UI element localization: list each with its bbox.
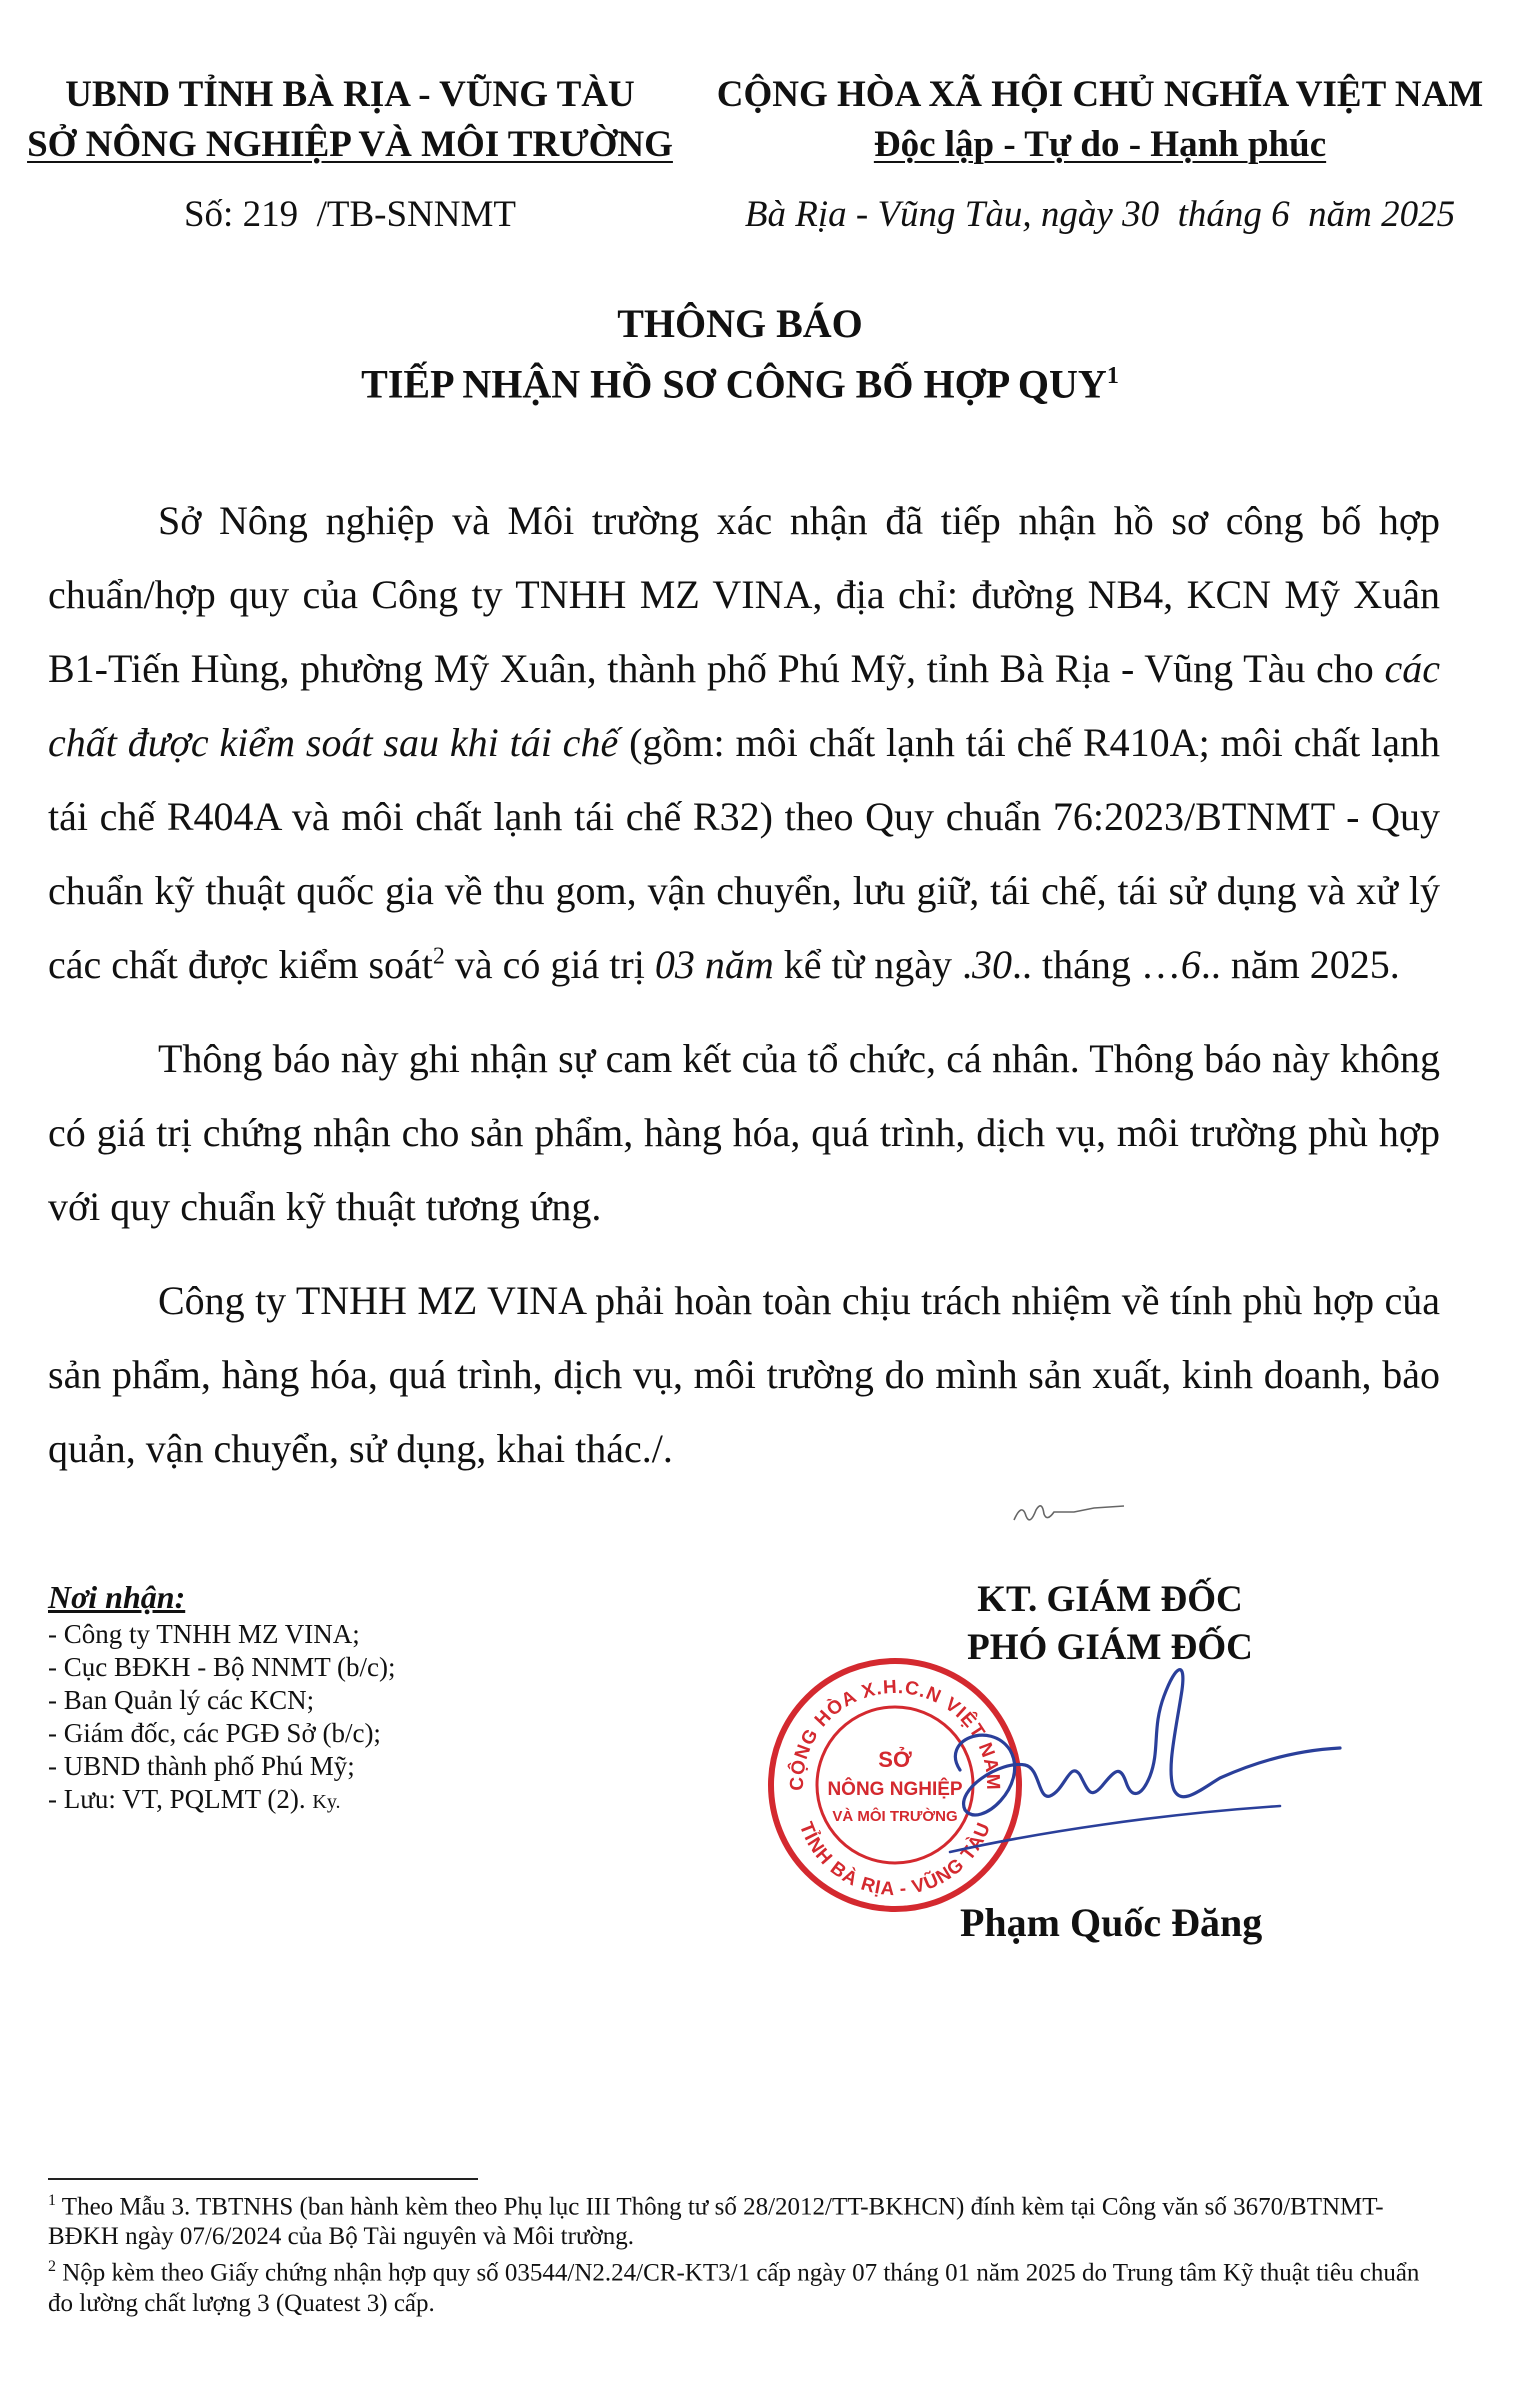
validity-month: 6 xyxy=(1180,942,1201,987)
seal-bottom-text: TỈNH BÀ RỊA - VŨNG TÀU xyxy=(794,1819,996,1901)
signing-authority: KT. GIÁM ĐỐC xyxy=(977,1579,1243,1620)
handwritten-initials xyxy=(1010,1492,1130,1532)
document-title xyxy=(0,298,1480,410)
recipient-item: - Ban Quản lý các KCN; xyxy=(48,1685,315,1715)
seal-center-line-1: SỞ xyxy=(878,1747,912,1772)
footnote-2: $^2$ Nộp kèm theo Giấy chứng nhận hợp quy số 03544/N2.24/CR-KT3/1 cấp ngày 07 tháng 01 năm 2025 do Trung tâm Kỹ thuật tiêu chuẩn đo lường chất lượng 3 (Quatest 3) cấp. xyxy=(48,2258,1420,2317)
title-line-1: THÔNG BÁO xyxy=(617,301,863,346)
document-number: Số: 219 /TB-SNNMT xyxy=(183,194,516,235)
handwritten-signature xyxy=(920,1600,1360,1920)
recipient-item: - UBND thành phố Phú Mỹ; xyxy=(48,1751,355,1781)
seal-ring-text: CỘNG HÒA X.H.C.N VIỆT NAM xyxy=(786,1676,1004,1791)
drafter-initials: Ky. xyxy=(312,1791,341,1813)
date-month: 6 xyxy=(1271,194,1290,235)
body-paragraph-1: Sở Nông nghiệp và Môi trường xác nhận đã tiếp nhận hồ sơ công bố hợp chuẩn/hợp quy của Công ty TNHH MZ VINA, địa chỉ: đường NB4, KCN Mỹ Xuân B1-Tiến Hùng, phường Mỹ Xuân, thành phố Phú Mỹ, tỉnh Bà Rịa - Vũng Tàu cho các chất được kiểm soát sau khi tái chế (gồm: môi chất lạnh tái chế R410A; môi chất lạnh tái chế R404A và môi chất lạnh tái chế R32) theo Quy chuẩn 76:2023/BTNMT - Quy chuẩn kỹ thuật quốc gia về thu gom, vận chuyển, lưu giữ, tái chế, tái sử dụng và xử lý các chất được kiểm soát$^2$ và có giá trị 03 năm kể từ ngày .30.. tháng …6.. năm 2025. xyxy=(48,498,1440,987)
date-day: 30 xyxy=(1122,194,1160,235)
signer-name: Phạm Quốc Đăng xyxy=(960,1900,1263,1945)
footnote-ref-2: 2 xyxy=(432,943,445,970)
department-name-text: SỞ NÔNG NGHIỆP VÀ MÔI TRƯỜNG xyxy=(27,124,673,165)
motto-text: Độc lập - Tự do - Hạnh phúc xyxy=(873,124,1327,165)
document-body xyxy=(48,484,1440,1506)
recipients-block xyxy=(48,1578,668,1819)
province-committee-name: UBND TỈNH BÀ RỊA - VŨNG TÀU xyxy=(65,74,635,115)
recipients-title: Nơi nhận: xyxy=(48,1579,186,1615)
seal-center-line-3: VÀ MÔI TRƯỜNG xyxy=(832,1808,958,1825)
national-motto-block xyxy=(690,70,1510,240)
country-name: CỘNG HÒA XÃ HỘI CHỦ NGHĨA VIỆT NAM xyxy=(716,74,1484,115)
recipient-item: - Cục BĐKH - Bộ NNMT (b/c); xyxy=(48,1652,396,1682)
footnote-1: $^1$ Theo Mẫu 3. TBTNHS (ban hành kèm theo Phụ lục III Thông tư số 28/2012/TT-BKHCN) đính kèm tại Công văn số 3670/BTNMT-BĐKH ngày 07/6/2024 của Bộ Tài nguyên và Môi trường. xyxy=(48,2192,1384,2251)
body-paragraph-3: Công ty TNHH MZ VINA phải hoàn toàn chịu trách nhiệm về tính phù hợp của sản phẩm, hàng hóa, quá trình, dịch vụ, môi trường do mình sản xuất, kinh doanh, bảo quản, vận chuyển, sử dụng, khai thác./. xyxy=(48,1278,1440,1471)
validity-day: 30 xyxy=(972,942,1013,987)
footnote-ref-1: 1 xyxy=(1106,363,1119,389)
issuing-agency-block xyxy=(20,70,680,240)
recipient-item: - Lưu: VT, PQLMT (2). Ky. xyxy=(48,1784,341,1814)
date-year: 2025 xyxy=(1381,194,1456,235)
recipients-list xyxy=(48,1618,668,1819)
body-paragraph-2: Thông báo này ghi nhận sự cam kết của tổ chức, cá nhân. Thông báo này không có giá trị chứng nhận cho sản phẩm, hàng hóa, quá trình, dịch vụ, môi trường phù hợp với quy chuẩn kỹ thuật tương ứng. xyxy=(48,1036,1440,1229)
signer-title: PHÓ GIÁM ĐỐC xyxy=(967,1627,1253,1668)
seal-center-line-2: NÔNG NGHIỆP xyxy=(827,1779,963,1800)
title-line-2: TIẾP NHẬN HỒ SƠ CÔNG BỐ HỢP QUY$^1$ xyxy=(361,361,1119,407)
motto xyxy=(690,120,1510,170)
recipient-item: - Công ty TNHH MZ VINA; xyxy=(48,1619,360,1649)
document-number-value: 219 xyxy=(242,194,299,235)
department-name xyxy=(20,120,680,170)
footnote-separator xyxy=(48,2178,478,2180)
recipient-item: - Giám đốc, các PGĐ Sở (b/c); xyxy=(48,1718,381,1748)
footnotes xyxy=(48,2186,1448,2319)
document-date: Bà Rịa - Vũng Tàu, ngày 30 tháng 6 năm 2025 xyxy=(744,194,1456,235)
